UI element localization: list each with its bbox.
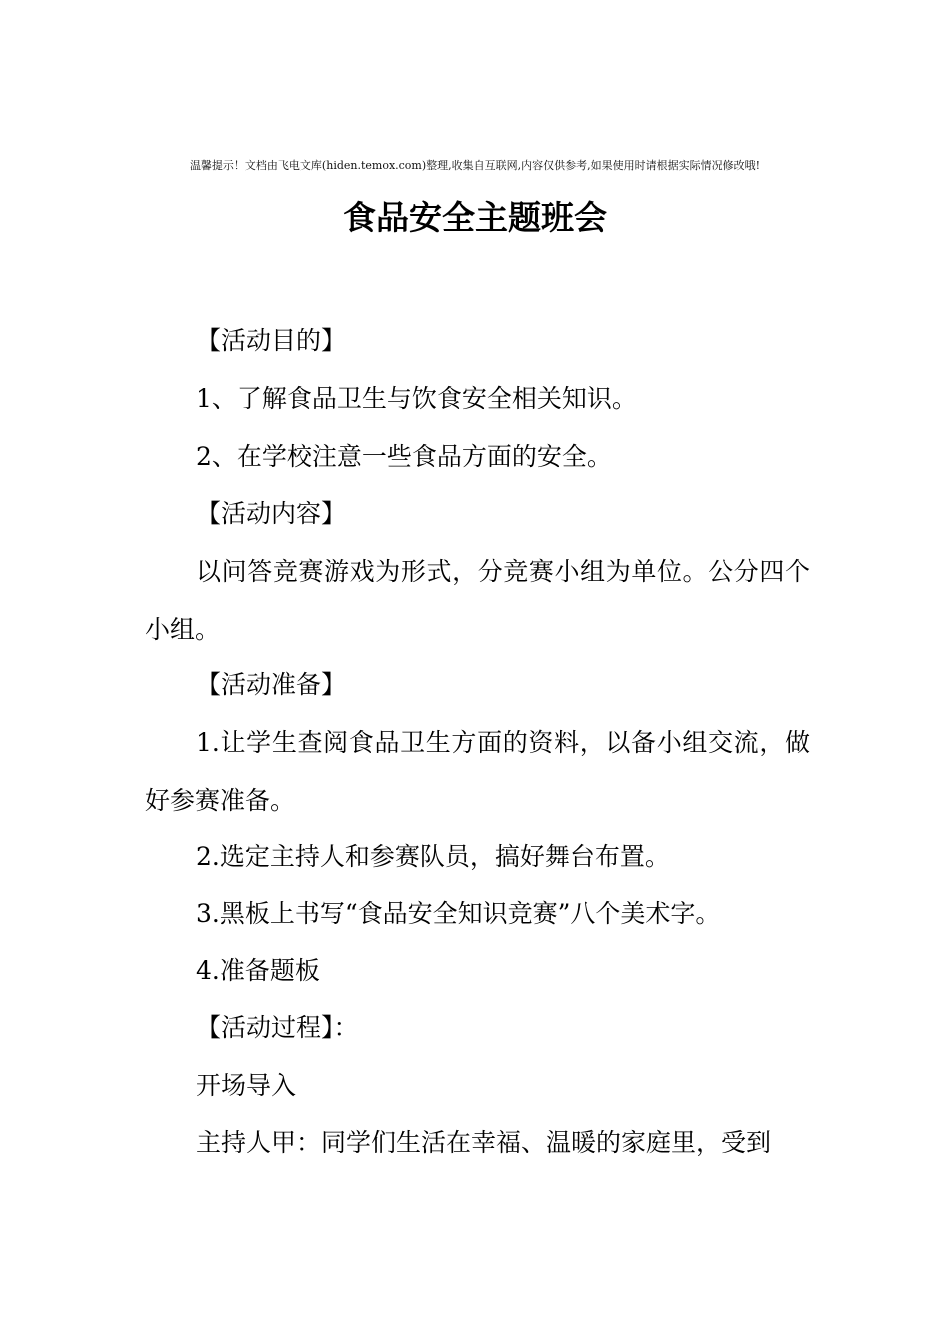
paragraph: 2.选定主持人和参赛队员，搞好舞台布置。 [196,842,670,871]
paragraph: 以问答竞赛游戏为形式，分竞赛小组为单位。公分四个小组。 [145,557,810,644]
section-heading-content: 【活动内容】 [196,499,347,528]
paragraph: 3.黑板上书写“食品安全知识竞赛”八个美术字。 [196,899,721,928]
section-heading-purpose: 【活动目的】 [196,326,347,355]
paragraph: 4.准备题板 [196,956,320,985]
paragraph: 主持人甲：同学们生活在幸福、温暖的家庭里，受到 [196,1128,772,1157]
paragraph: 开场导入 [196,1071,297,1100]
section-heading-process: 【活动过程】： [196,1013,359,1042]
paragraph: 1、了解食品卫生与饮食安全相关知识。 [196,384,637,413]
paragraph: 1.让学生查阅食品卫生方面的资料，以备小组交流，做好参赛准备。 [145,728,810,815]
document-title: 食品安全主题班会 [343,198,607,237]
paragraph: 2、在学校注意一些食品方面的安全。 [196,442,612,471]
section-heading-preparation: 【活动准备】 [196,670,347,699]
header-notice: 温馨提示！文档由飞电文库(hiden.temox.com)整理,收集自互联网,内容仅供参考,如果使用时请根据实际情况修改哦! [189,159,761,172]
